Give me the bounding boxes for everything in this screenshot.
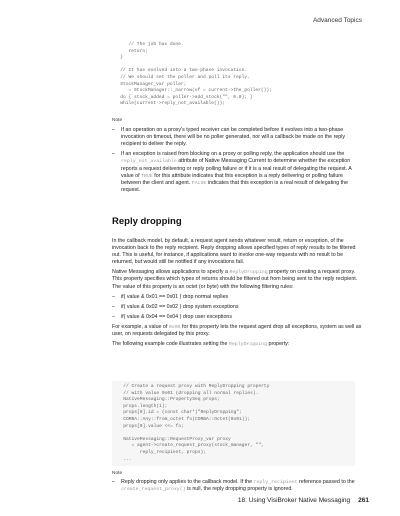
code-line: = agent->create_request_proxy(stock_manager, "",: [115, 443, 264, 449]
rule-text: if( value & 0x02 == 0x02 ) drop system exceptions: [121, 303, 239, 310]
bullet-text: Reply dropping only applies to the callback model. If the reply_recipient reference passed to the create_request_proxy() is null, the reply dropping property is ignored.: [121, 479, 355, 493]
code-line: while(current->reply_not_available());: [112, 101, 226, 107]
section-body: [112, 238, 362, 351]
code-line: NativeMessaging::RequestProxy_var proxy: [115, 436, 231, 442]
code-line: ...: [115, 456, 132, 462]
note-label: Note: [112, 471, 123, 476]
inline-code: ReplyDropping: [229, 270, 268, 276]
code-line: // The job has done.: [112, 42, 184, 47]
paragraph: Native Messaging allows applications to specify a ReplyDropping property on creating a request proxy. This property specifies which types of returns should be filtered out from being sent to the reply recipient. The value of this property is an octet (or byte) with the following filtering rules:: [112, 269, 358, 290]
code-line: reply_recipient, props);: [115, 449, 206, 455]
rule-item: [112, 294, 362, 301]
bullet-dash: –: [112, 127, 115, 134]
code-line: do { stock_added = poller->add_stock("", 0.0); }: [112, 94, 253, 100]
note-bullet: [112, 479, 362, 493]
code-block-bottom: [112, 381, 355, 466]
section-heading-block: [112, 216, 182, 227]
inline-code: TRUE: [141, 173, 153, 179]
page-number: 261: [358, 497, 369, 504]
code-line: StockManager_var poller;: [112, 81, 187, 87]
note-2: [112, 470, 362, 496]
bullet-text: If an exception is raised from blocking on a proxy or polling reply, the application should use the reply_not_available attribute of Native Messaging Current to determine whether the exception reports a request delivering or reply polling failure or if it is a real result of delegating the request. A value of TRUE for this attribute indicates that this exception is a reply delivering or polling failure between the client and agent. FALSE indicates that this exception is a real result of delegating the request.: [121, 151, 352, 193]
code-line: return;: [112, 48, 148, 54]
inline-code: FALSE: [191, 180, 207, 186]
code-block-top: [112, 42, 272, 108]
rule-item: [112, 304, 362, 311]
note-1: [112, 117, 362, 197]
inline-code: reply_recipient: [253, 480, 298, 486]
paragraph: For example, a value of 0x06 for this property lets the request agent drop all exceptions, system as well as user, on requests delegated by this proxy.: [112, 323, 362, 338]
page-footer: [238, 497, 369, 504]
inline-code: ReplyDropping: [228, 342, 268, 348]
code-line: = StockManager::_narrow(of = current->the_poller());: [112, 88, 272, 94]
rule-text: if( value & 0x01 == 0x01 ) drop normal replies: [121, 293, 229, 300]
chapter-title: 18: Using VisiBroker Native Messaging: [237, 497, 351, 504]
bullet-dash: –: [112, 293, 115, 300]
rule-item: [112, 314, 362, 321]
running-header: Advanced Topics: [312, 17, 362, 24]
bullet-dash: –: [112, 313, 115, 320]
section-title: Reply dropping: [112, 216, 182, 227]
inline-code: create_request_proxy(): [121, 487, 186, 493]
paragraph: In the callback model, by default, a request agent sends whatever result, return or exception, of the invocation back to the reply recipient. Reply dropping allows specified types of reply results to be filtered out. This is useful, for instance, if applications want to invoke one-way requests with no result to be returned, but would still be notified if any invocations fail.: [112, 238, 356, 266]
inline-code: reply_not_available: [121, 159, 177, 165]
inline-code: 0x06: [168, 324, 181, 330]
note-label: Note: [112, 118, 123, 123]
bullet-text: If an operation on a proxy's typed receiver can be completed before it evolves into a two-phase invocation on timeout, there will be no poller generated, nor will a callback be made on the reply recipient to deliver the reply.: [121, 127, 346, 148]
rule-text: if( value & 0x04 == 0x04 ) drop user exceptions: [121, 313, 233, 320]
code-line: CORBA::Any::from_octet fo(CORBA::Octet(0x01));: [115, 416, 251, 422]
code-line: props[0].value <<= fo;: [115, 423, 184, 429]
code-listing: [112, 42, 272, 108]
code-line: }: [112, 55, 124, 61]
bullet-dash: –: [112, 479, 115, 486]
code-line: // Create a request proxy with ReplyDropping property: [115, 384, 270, 389]
bullet-dash: –: [112, 151, 115, 158]
note-bullet: [112, 127, 362, 148]
code-line: // We should set the poller and poll its reply.: [112, 74, 250, 80]
note-bullet: [112, 151, 362, 194]
code-listing: [115, 384, 355, 463]
code-line: props.length(1);: [115, 403, 168, 409]
bullet-dash: –: [112, 303, 115, 310]
code-line: // with value 0x01 (dropping all normal replies).: [115, 390, 259, 396]
code-line: // It has evolved into a two-phase invocation.: [112, 68, 248, 74]
code-line: NativeMessaging::PropertySeq props;: [115, 397, 220, 403]
paragraph: The following example code illustrates setting the ReplyDropping property:: [112, 341, 290, 348]
code-line: props[0].id = (const char*)"ReplyDropping";: [115, 410, 242, 416]
